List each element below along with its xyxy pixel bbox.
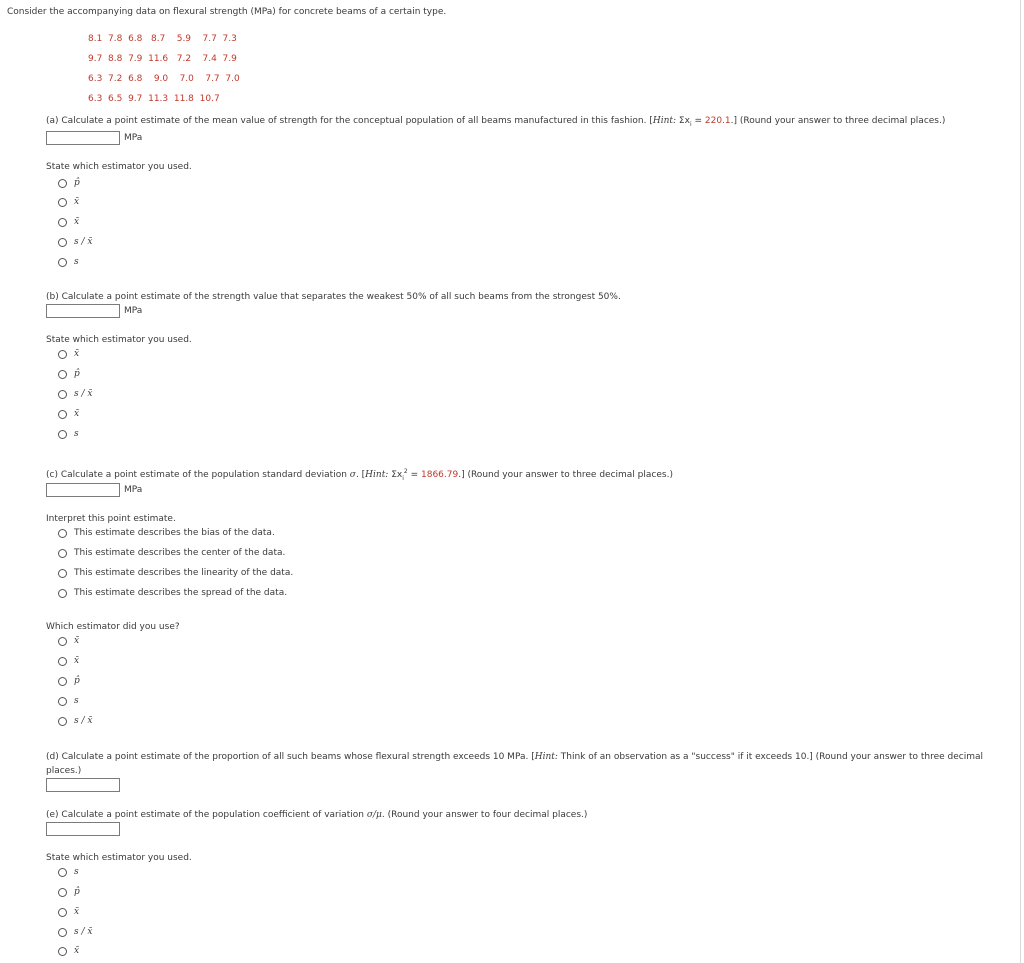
part-a-estimator-prompt: State which estimator you used. bbox=[46, 162, 192, 172]
data-row-1: 8.1 7.8 6.8 8.7 5.9 7.7 7.3 bbox=[88, 34, 237, 44]
part-c-unit: MPa bbox=[124, 485, 143, 495]
part-c-interpret-prompt: Interpret this point estimate. bbox=[46, 514, 176, 524]
part-a-answer-row bbox=[46, 131, 142, 145]
part-c-answer-input[interactable] bbox=[46, 483, 120, 497]
part-b-option-2[interactable]: p̂ bbox=[58, 368, 80, 380]
radio-icon[interactable] bbox=[58, 947, 67, 956]
part-b-option-4[interactable]: x̃ bbox=[58, 408, 79, 420]
radio-icon[interactable] bbox=[58, 410, 67, 419]
part-e-question: (e) Calculate a point estimate of the population coefficient of variation σ/μ. (Round your answer to four decimal places.) bbox=[46, 810, 588, 820]
part-e-option-4[interactable]: s / x̄ bbox=[58, 926, 92, 938]
part-c-interpret-option-3[interactable]: This estimate describes the linearity of the data. bbox=[58, 567, 293, 579]
part-e-answer-input[interactable] bbox=[46, 822, 120, 836]
radio-icon[interactable] bbox=[58, 677, 67, 686]
radio-icon[interactable] bbox=[58, 908, 67, 917]
radio-icon[interactable] bbox=[58, 370, 67, 379]
part-c-interpret-option-2[interactable]: This estimate describes the center of the data. bbox=[58, 547, 285, 559]
part-b-answer-row bbox=[46, 304, 142, 318]
part-c-answer-row bbox=[46, 483, 142, 497]
part-e-estimator-prompt: State which estimator you used. bbox=[46, 853, 192, 863]
part-b-answer-input[interactable] bbox=[46, 304, 120, 318]
part-c-question: (c) Calculate a point estimate of the population standard deviation σ. [Hint: $\Sigma x_i^2 = 1866.79$.] (Round your answer to three decimal places.) bbox=[46, 468, 673, 482]
part-a-unit: MPa bbox=[124, 133, 143, 143]
radio-icon[interactable] bbox=[58, 589, 67, 598]
part-d-answer-row bbox=[46, 778, 120, 792]
radio-icon[interactable] bbox=[58, 928, 67, 937]
radio-icon[interactable] bbox=[58, 430, 67, 439]
data-row-2: 9.7 8.8 7.9 11.6 7.2 7.4 7.9 bbox=[88, 54, 237, 64]
page-right-border bbox=[1020, 0, 1021, 963]
part-e-answer-row bbox=[46, 822, 120, 836]
part-b-question: (b) Calculate a point estimate of the strength value that separates the weakest 50% of all such beams from the strongest 50%. bbox=[46, 292, 621, 302]
radio-icon[interactable] bbox=[58, 350, 67, 359]
radio-icon[interactable] bbox=[58, 637, 67, 646]
data-row-4: 6.3 6.5 9.7 11.3 11.8 10.7 bbox=[88, 94, 220, 104]
part-a-option-4[interactable]: s / x̄ bbox=[58, 236, 92, 248]
part-a-option-2[interactable]: x̄ bbox=[58, 196, 79, 208]
radio-icon[interactable] bbox=[58, 390, 67, 399]
part-b-option-5[interactable]: s bbox=[58, 428, 79, 440]
part-d-question: (d) Calculate a point estimate of the proportion of all such beams whose flexural strength exceeds 10 MPa. [Hint: Think of an observation as a "success" if it exceeds 10.] (Round your answer to three decimal places.) bbox=[46, 752, 984, 776]
part-a-answer-input[interactable] bbox=[46, 131, 120, 145]
part-e-option-2[interactable]: p̂ bbox=[58, 886, 80, 898]
radio-icon[interactable] bbox=[58, 198, 67, 207]
radio-icon[interactable] bbox=[58, 717, 67, 726]
part-d-answer-input[interactable] bbox=[46, 778, 120, 792]
radio-icon[interactable] bbox=[58, 697, 67, 706]
part-c-interpret-option-4[interactable]: This estimate describes the spread of the data. bbox=[58, 587, 287, 599]
radio-icon[interactable] bbox=[58, 238, 67, 247]
part-a-option-3[interactable]: x̃ bbox=[58, 216, 79, 228]
radio-icon[interactable] bbox=[58, 549, 67, 558]
part-e-option-5[interactable]: x̃ bbox=[58, 945, 79, 957]
part-e-option-1[interactable]: s bbox=[58, 866, 79, 878]
part-b-option-1[interactable]: x̄ bbox=[58, 348, 79, 360]
radio-icon[interactable] bbox=[58, 218, 67, 227]
part-c-estimator-option-2[interactable]: x̄ bbox=[58, 655, 79, 667]
part-c-estimator-prompt: Which estimator did you use? bbox=[46, 622, 180, 632]
part-a-option-5[interactable]: s bbox=[58, 256, 79, 268]
part-c-estimator-option-4[interactable]: s bbox=[58, 695, 79, 707]
part-b-option-3[interactable]: s / x̄ bbox=[58, 388, 92, 400]
radio-icon[interactable] bbox=[58, 179, 67, 188]
radio-icon[interactable] bbox=[58, 569, 67, 578]
part-e-option-3[interactable]: x̄ bbox=[58, 906, 79, 918]
data-row-3: 6.3 7.2 6.8 9.0 7.0 7.7 7.0 bbox=[88, 74, 240, 84]
radio-icon[interactable] bbox=[58, 258, 67, 267]
part-b-estimator-prompt: State which estimator you used. bbox=[46, 335, 192, 345]
part-c-estimator-option-1[interactable]: x̃ bbox=[58, 635, 79, 647]
problem-intro: Consider the accompanying data on flexural strength (MPa) for concrete beams of a certain type. bbox=[7, 7, 447, 17]
part-c-interpret-option-1[interactable]: This estimate describes the bias of the data. bbox=[58, 527, 275, 539]
part-c-estimator-option-5[interactable]: s / x̄ bbox=[58, 715, 92, 727]
radio-icon[interactable] bbox=[58, 888, 67, 897]
radio-icon[interactable] bbox=[58, 657, 67, 666]
part-b-unit: MPa bbox=[124, 306, 143, 316]
part-a-option-1[interactable]: p̂ bbox=[58, 177, 80, 189]
part-c-estimator-option-3[interactable]: p̂ bbox=[58, 675, 80, 687]
radio-icon[interactable] bbox=[58, 529, 67, 538]
part-a-question: (a) Calculate a point estimate of the mean value of strength for the conceptual population of all beams manufactured in this fashion. [Hint: $\Sigma x_i = 220.1$.] (Round your answer to three decimal places.) bbox=[46, 116, 946, 128]
radio-icon[interactable] bbox=[58, 868, 67, 877]
